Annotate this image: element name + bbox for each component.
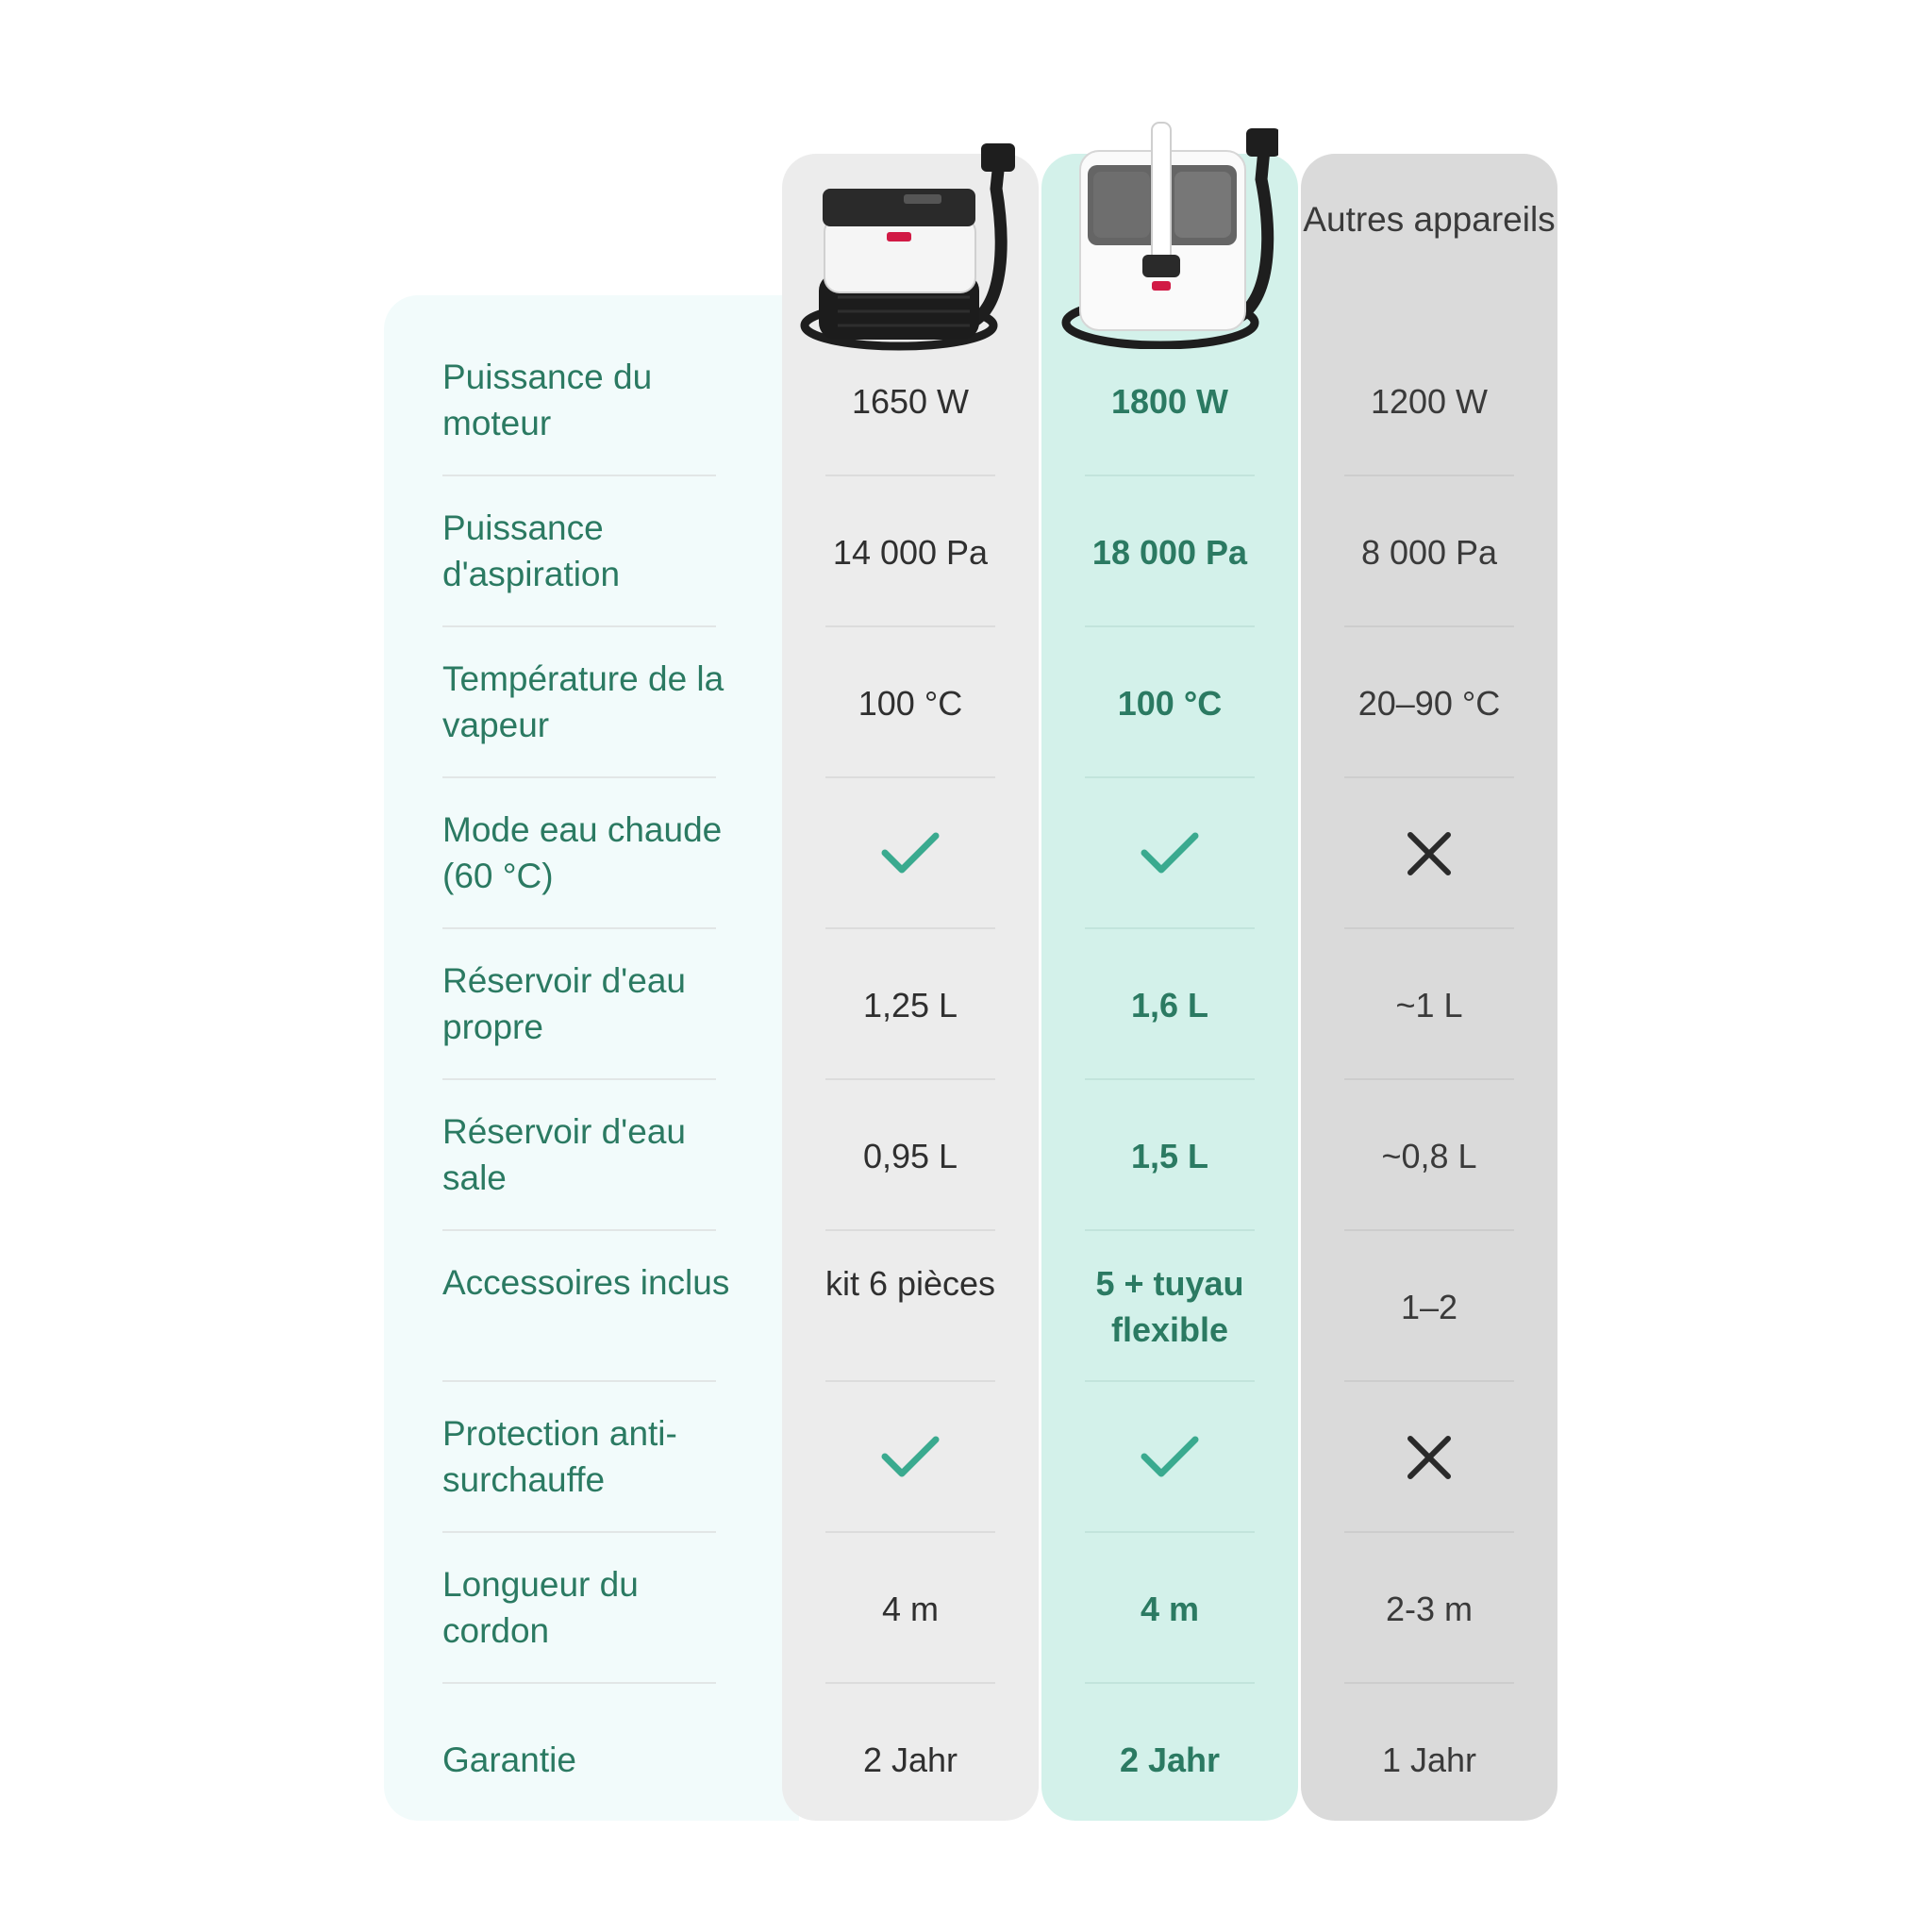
cell-b: 5 + tuyau flexible	[1095, 1264, 1244, 1349]
cell-a: 2 Jahr	[862, 1740, 958, 1779]
row-divider	[442, 625, 716, 627]
row-divider	[442, 1229, 716, 1231]
row-divider	[1085, 1531, 1255, 1533]
row-divider	[825, 1531, 995, 1533]
row-divider	[1085, 1078, 1255, 1080]
row-divider	[1085, 475, 1255, 476]
row-label: Accessoires inclus	[442, 1263, 730, 1302]
row-label: Température de la vapeur	[442, 659, 724, 744]
row-divider	[1085, 1229, 1255, 1231]
cell-c: ~1 L	[1395, 986, 1463, 1024]
row-divider	[825, 1380, 995, 1382]
row-divider	[442, 927, 716, 929]
cell-b: 4 m	[1140, 1590, 1200, 1628]
row-divider	[825, 475, 995, 476]
row-divider	[1085, 1682, 1255, 1684]
row-divider	[825, 1682, 995, 1684]
row-label: Réservoir d'eau sale	[442, 1112, 686, 1197]
cross-icon	[1301, 1429, 1557, 1486]
cell-c: 1 Jahr	[1381, 1740, 1477, 1779]
row-divider	[1344, 475, 1514, 476]
row-label: Puissance du moteur	[442, 358, 653, 442]
row-divider	[1344, 927, 1514, 929]
row-label: Puissance d'aspiration	[442, 508, 621, 593]
row-divider	[442, 475, 716, 476]
row-divider	[1085, 1380, 1255, 1382]
row-divider	[825, 1229, 995, 1231]
row-divider	[825, 625, 995, 627]
cell-c: 20–90 °C	[1357, 684, 1501, 723]
cell-a: kit 6 pièces	[824, 1264, 996, 1303]
cell-a: 100 °C	[858, 684, 963, 723]
row-divider	[825, 1078, 995, 1080]
row-divider	[1344, 1078, 1514, 1080]
other-devices-header: Autres appareils	[1303, 200, 1556, 239]
row-divider	[442, 1078, 716, 1080]
row-divider	[1085, 776, 1255, 778]
row-divider	[825, 776, 995, 778]
row-divider	[1344, 1682, 1514, 1684]
device-b-image	[1061, 113, 1278, 349]
cell-c: 1–2	[1400, 1288, 1458, 1326]
check-icon	[1041, 1429, 1298, 1486]
row-divider	[1344, 1380, 1514, 1382]
row-divider	[1344, 625, 1514, 627]
row-divider	[442, 776, 716, 778]
row-divider	[1344, 1229, 1514, 1231]
cell-a: 1650 W	[851, 382, 970, 421]
cell-c: 2-3 m	[1385, 1590, 1474, 1628]
row-divider	[825, 927, 995, 929]
row-label: Mode eau chaude (60 °C)	[442, 810, 723, 895]
device-a-image	[800, 132, 1017, 368]
cell-b: 100 °C	[1117, 684, 1223, 723]
row-label: Garantie	[442, 1740, 576, 1779]
check-icon	[782, 825, 1039, 882]
row-divider	[1085, 927, 1255, 929]
cell-a: 4 m	[881, 1590, 939, 1628]
cell-a: 14 000 Pa	[832, 533, 989, 572]
row-label: Réservoir d'eau propre	[442, 961, 686, 1046]
cell-b: 2 Jahr	[1119, 1740, 1221, 1779]
row-divider	[442, 1531, 716, 1533]
cell-c: 1200 W	[1370, 382, 1489, 421]
row-divider	[442, 1682, 716, 1684]
cell-b: 18 000 Pa	[1091, 533, 1248, 572]
cell-c: 8 000 Pa	[1360, 533, 1498, 572]
cell-a: 0,95 L	[862, 1137, 958, 1175]
row-divider	[1085, 625, 1255, 627]
row-label: Protection anti-surchauffe	[442, 1414, 677, 1499]
cross-icon	[1301, 825, 1557, 882]
cell-b: 1,5 L	[1130, 1137, 1209, 1175]
cell-c: ~0,8 L	[1381, 1137, 1477, 1175]
cell-b: 1800 W	[1110, 382, 1229, 421]
cell-a: 1,25 L	[862, 986, 958, 1024]
cell-b: 1,6 L	[1130, 986, 1209, 1024]
check-icon	[782, 1429, 1039, 1486]
row-divider	[1344, 1531, 1514, 1533]
row-divider	[442, 1380, 716, 1382]
row-label: Longueur du cordon	[442, 1565, 639, 1650]
check-icon	[1041, 825, 1298, 882]
row-divider	[1344, 776, 1514, 778]
